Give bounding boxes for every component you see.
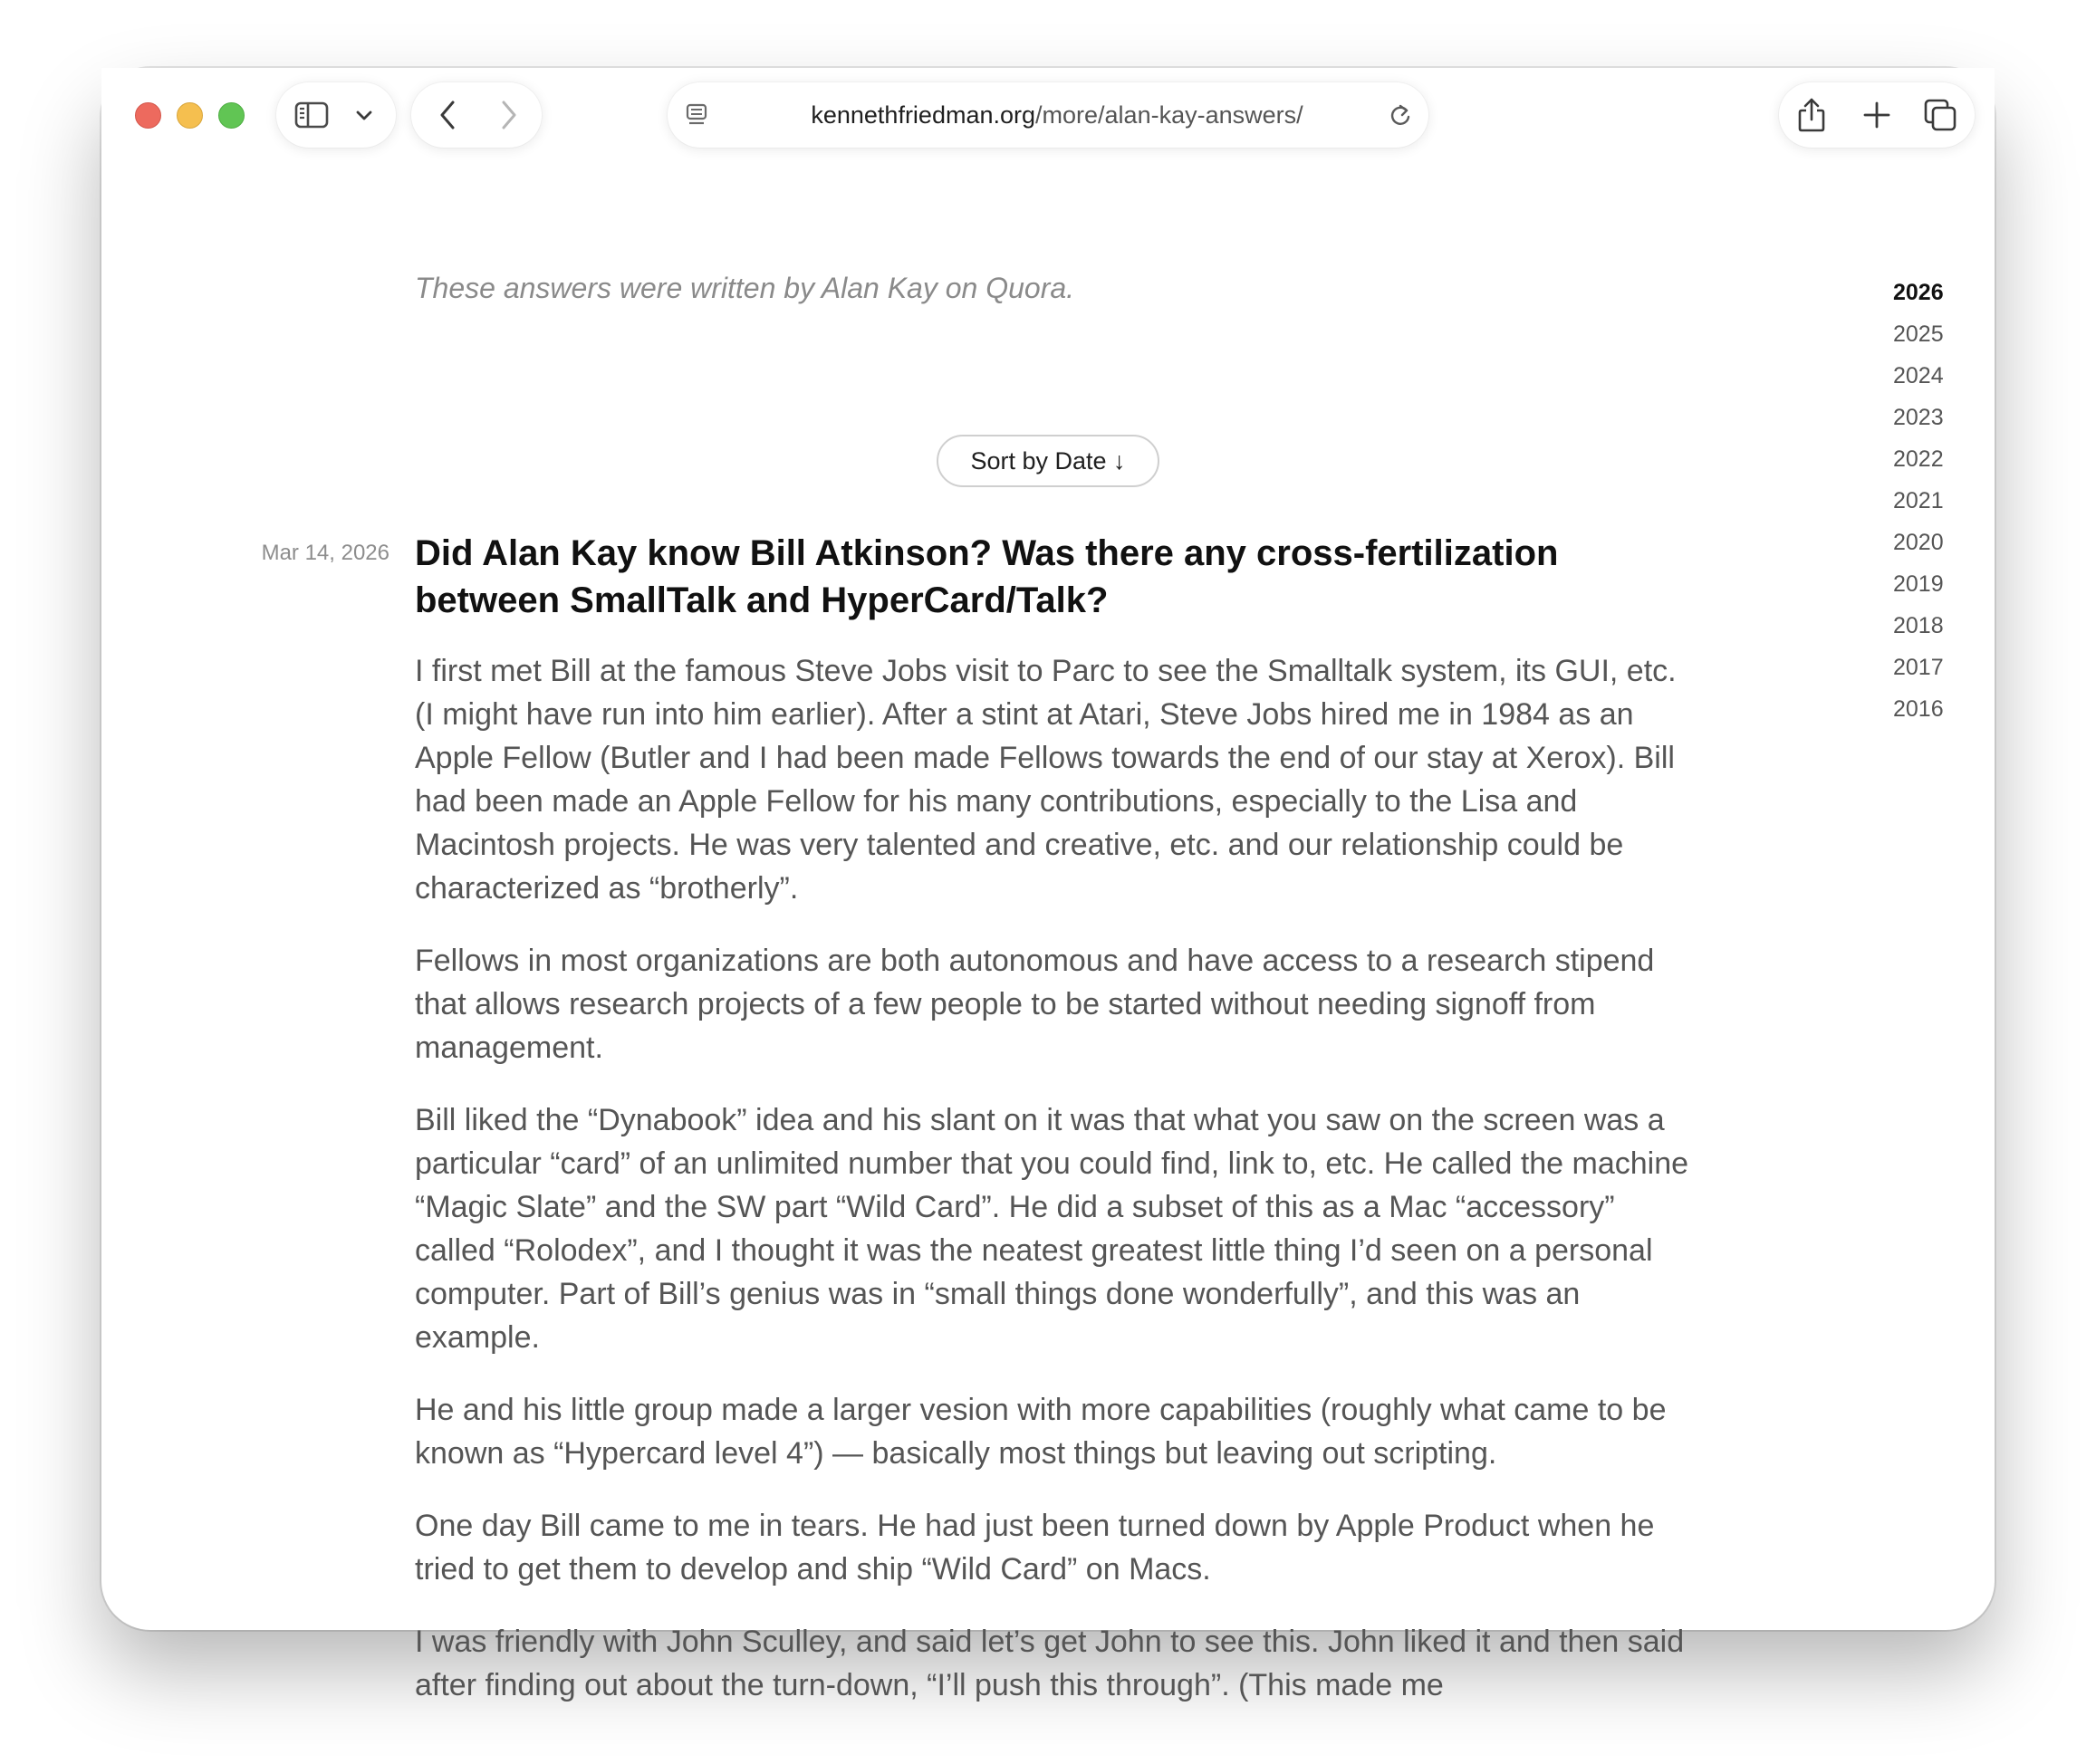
year-link-2021[interactable]: 2021 [1893, 488, 1944, 513]
url-path: /more/alan-kay-answers/ [1035, 101, 1303, 129]
answer-paragraph: One day Bill came to me in tears. He had just been turned down by Apple Product when he tried to get them to develop and ship “Wild Card” on Macs. [415, 1509, 1655, 1587]
year-link-2018[interactable]: 2018 [1893, 613, 1944, 638]
year-link-2025[interactable]: 2025 [1893, 321, 1944, 347]
url-text[interactable] [749, 82, 1365, 148]
year-navigation [1893, 272, 1975, 730]
sort-by-date-button[interactable]: Sort by Date ↓ [937, 435, 1159, 487]
page-content [101, 199, 1995, 1702]
year-link-2026[interactable]: 2026 [1893, 280, 1944, 305]
answer-paragraph: Fellows in most organizations are both autonomous and have access to a research stipend that allows research projects of a few people to be started without needing signoff from management. [415, 944, 1655, 1065]
zoom-window-button[interactable] [218, 102, 245, 129]
chevron-down-icon[interactable] [351, 102, 378, 128]
year-link-2024[interactable]: 2024 [1893, 363, 1944, 388]
answer-paragraph: I first met Bill at the famous Steve Jobs visit to Parc to see the Smalltalk system, its GUI, etc. (I might have run into him earlier). After a stint at Atari, Steve Jobs hired me in 1984 as an Apple Fellow (Butler and I had been made Fellows towards the end of our stay at Xerox). Bill had been made an Apple Fellow for his many contributions, especially to the Lisa and Macintosh projects. He was very talented and creative, etc. and our relationship could be characterized as “brotherly”. [415, 654, 1677, 906]
share-icon[interactable] [1792, 95, 1832, 135]
navigation-control [411, 82, 542, 148]
browser-window [101, 68, 1995, 1702]
post-date: Mar 14, 2026 [261, 541, 389, 565]
page-menu-icon[interactable] [680, 101, 713, 129]
year-link-2022[interactable]: 2022 [1893, 446, 1944, 472]
year-link-2023[interactable]: 2023 [1893, 405, 1944, 430]
answer-paragraph: Bill liked the “Dynabook” idea and his slant on it was that what you saw on the screen was a particular “card” of an unlimited number that you could find, link to, etc. He called the machine “Magic Slate” and the SW part “Wild Card”. He did a subset of this as a Mac “accessory” called “Rolodex”, and I thought it was the neatest greatest little thing I’d seen on a personal computer. Part of Bill’s genius was in “small things done wonderfully”, and this was an example. [415, 1103, 1689, 1355]
year-link-2020[interactable]: 2020 [1893, 530, 1944, 555]
url-domain: kennethfriedman.org [811, 101, 1036, 129]
answer-article [415, 530, 1701, 1736]
minimize-window-button[interactable] [177, 102, 203, 129]
year-link-2019[interactable]: 2019 [1893, 571, 1944, 597]
intro-text: These answers were written by Alan Kay on Quora. [415, 272, 1075, 304]
toolbar-actions [1779, 82, 1975, 148]
plus-icon[interactable] [1857, 95, 1897, 135]
reload-icon[interactable] [1385, 101, 1416, 129]
browser-toolbar [101, 68, 1995, 199]
post-title[interactable]: Did Alan Kay know Bill Atkinson? Was there any cross-fertilization between SmallTalk and HyperCard/Talk? [415, 533, 1559, 620]
sidebar-icon[interactable] [293, 99, 331, 131]
back-arrow-icon[interactable] [429, 97, 466, 133]
sidebar-control [276, 82, 396, 148]
address-bar[interactable] [668, 82, 1428, 148]
answer-paragraph: I was friendly with John Sculley, and said let’s get John to see this. John liked it and then said after finding out about the turn-down, “I’ll push this through”. (This made me [415, 1625, 1685, 1702]
tab-overview-icon[interactable] [1920, 95, 1960, 135]
close-window-button[interactable] [135, 102, 161, 129]
forward-arrow-icon[interactable] [491, 97, 527, 133]
answer-paragraph: He and his little group made a larger vesion with more capabilities (roughly what came to be known as “Hypercard level 4”) — basically most things but leaving out scripting. [415, 1393, 1667, 1471]
year-link-2016[interactable]: 2016 [1893, 696, 1944, 722]
year-link-2017[interactable]: 2017 [1893, 655, 1944, 680]
